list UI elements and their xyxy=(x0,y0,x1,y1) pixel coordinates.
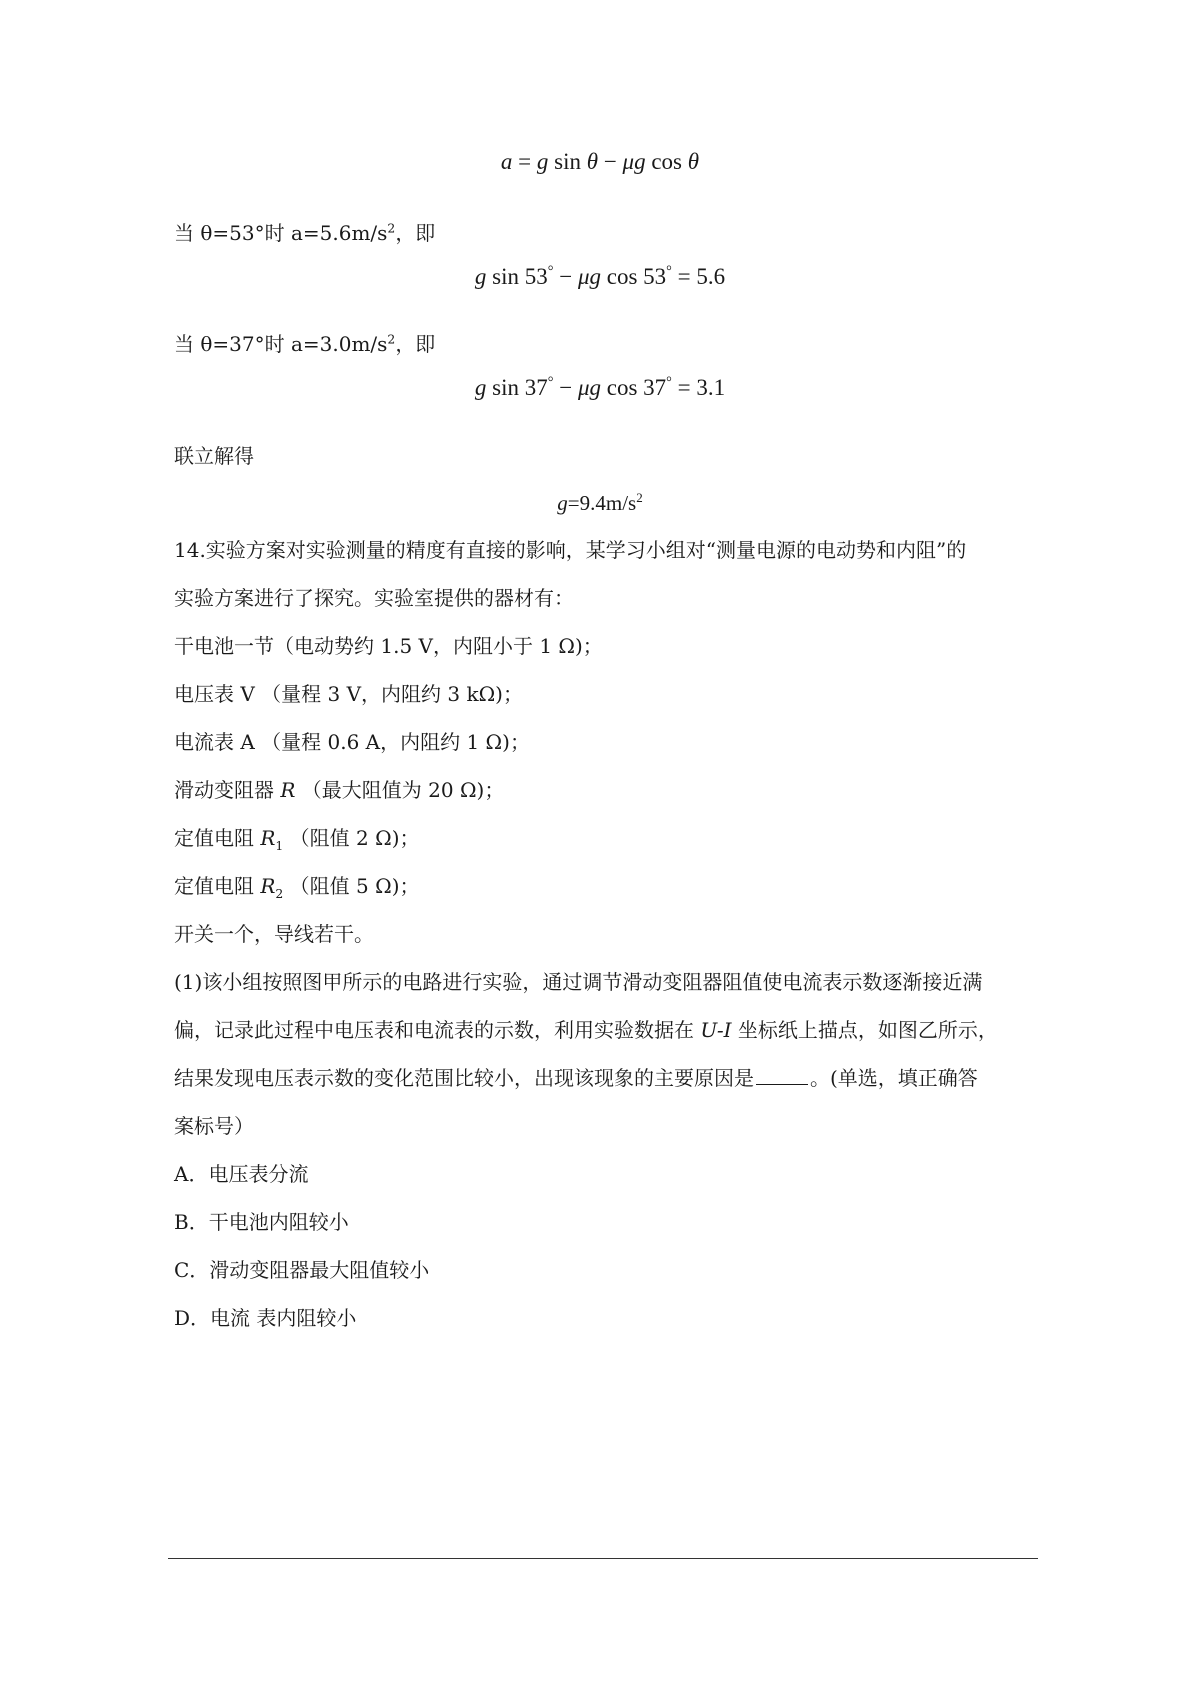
eq-var-a: a xyxy=(500,149,513,174)
eq-cos: cos xyxy=(645,149,688,174)
eq37-deg: ° xyxy=(547,374,554,391)
footer-rule xyxy=(168,1558,1038,1559)
eq53-g: g xyxy=(474,264,487,289)
q14-stem-line1: 14.实验方案对实验测量的精度有直接的影响，某学习小组对“测量电源的电动势和内阻”的 xyxy=(174,538,967,562)
condition-53 xyxy=(174,219,435,247)
result-g xyxy=(0,488,1200,518)
condition-37-exponent: 2 xyxy=(387,331,396,347)
r1-prefix: 定值电阻 xyxy=(174,826,261,850)
eq53-mu: μ xyxy=(577,264,590,289)
option-a: A．电压表分流 xyxy=(174,1162,309,1186)
equipment-rheostat xyxy=(174,776,504,804)
r2-symbol: R xyxy=(260,874,276,898)
equipment-r2 xyxy=(174,872,420,900)
equipment-r1 xyxy=(174,824,420,852)
equipment-ammeter: 电流表 A （量程 0.6 A，内阻约 1 Ω)； xyxy=(174,730,530,754)
r1-subscript: 1 xyxy=(275,838,284,853)
eq37-deg2: ° xyxy=(666,374,672,391)
part1-line1: (1)该小组按照图甲所示的电路进行实验，通过调节滑动变阻器阻值使电流表示数逐渐接近满 xyxy=(174,970,983,994)
q14-stem-line2: 实验方案进行了探究。实验室提供的器材有： xyxy=(174,586,574,610)
eq53-minus: − xyxy=(553,264,578,289)
part1-line2 xyxy=(174,1016,998,1044)
eq53-rhs: = 5.6 xyxy=(671,264,726,289)
condition-53-suffix: ，即 xyxy=(395,221,436,245)
eq-theta2: θ xyxy=(687,149,700,174)
part1-line2-suffix: 坐标纸上描点，如图乙所示， xyxy=(731,1018,998,1042)
rheostat-suffix: （最大阻值为 20 Ω)； xyxy=(295,778,505,802)
part1-line3-suffix: 。(单选，填正确答 xyxy=(810,1066,978,1090)
equipment-voltmeter: 电压表 V （量程 3 V，内阻约 3 kΩ)； xyxy=(174,682,523,706)
equation-acceleration xyxy=(0,147,1200,177)
eq-var-g: g xyxy=(536,149,549,174)
equation-53 xyxy=(0,262,1200,292)
part1-line2-prefix: 偏，记录此过程中电压表和电流表的示数，利用实验数据在 xyxy=(174,1018,701,1042)
result-g-symbol: g xyxy=(557,491,568,515)
eq37-mu: μ xyxy=(577,375,590,400)
part1-line4: 案标号） xyxy=(174,1114,254,1138)
eq-var-g2: g xyxy=(634,149,646,174)
r2-prefix: 定值电阻 xyxy=(174,874,261,898)
equation-37 xyxy=(0,373,1200,403)
rheostat-symbol: R xyxy=(280,778,296,802)
answer-blank[interactable] xyxy=(756,1066,808,1085)
eq-minus: − xyxy=(598,149,623,174)
condition-37-suffix: ，即 xyxy=(395,332,436,356)
eq-theta: θ xyxy=(586,149,599,174)
option-d: D．电流 表内阻较小 xyxy=(174,1306,357,1330)
condition-37 xyxy=(174,330,435,358)
eq-equals: = xyxy=(512,149,537,174)
solve-label: 联立解得 xyxy=(174,444,254,468)
r2-suffix: （阻值 5 Ω)； xyxy=(283,874,420,898)
condition-53-text: 当 θ=53°时 a=5.6m/s xyxy=(174,221,388,245)
eq53-deg2: ° xyxy=(666,263,672,280)
r1-suffix: （阻值 2 Ω)； xyxy=(283,826,420,850)
eq37-g2: g xyxy=(589,375,601,400)
part1-line3-prefix: 结果发现电压表示数的变化范围比较小，出现该现象的主要原因是 xyxy=(174,1066,754,1090)
equipment-switch: 开关一个，导线若干。 xyxy=(174,922,374,946)
result-g-value: =9.4m/s xyxy=(567,491,637,515)
eq37-rhs: = 3.1 xyxy=(671,375,726,400)
eq53-sin: sin 53 xyxy=(486,264,548,289)
r2-subscript: 2 xyxy=(275,886,284,901)
option-b: B．干电池内阻较小 xyxy=(174,1210,349,1234)
eq37-minus: − xyxy=(553,375,578,400)
eq37-cos: cos 37 xyxy=(600,375,667,400)
eq53-deg: ° xyxy=(547,263,554,280)
eq37-g: g xyxy=(474,375,487,400)
condition-37-text: 当 θ=37°时 a=3.0m/s xyxy=(174,332,388,356)
part1-ui-symbol: U-I xyxy=(700,1018,732,1042)
rheostat-prefix: 滑动变阻器 xyxy=(174,778,281,802)
eq53-cos: cos 53 xyxy=(600,264,667,289)
eq37-sin: sin 37 xyxy=(486,375,548,400)
eq53-g2: g xyxy=(589,264,601,289)
r1-symbol: R xyxy=(260,826,276,850)
result-g-exponent: 2 xyxy=(636,490,643,505)
eq-sin: sin xyxy=(548,149,587,174)
option-c: C．滑动变阻器最大阻值较小 xyxy=(174,1258,430,1282)
eq-mu: μ xyxy=(622,149,635,174)
equipment-battery: 干电池一节（电动势约 1.5 V，内阻小于 1 Ω)； xyxy=(174,634,603,658)
part1-line3 xyxy=(174,1064,978,1092)
condition-53-exponent: 2 xyxy=(387,220,396,236)
